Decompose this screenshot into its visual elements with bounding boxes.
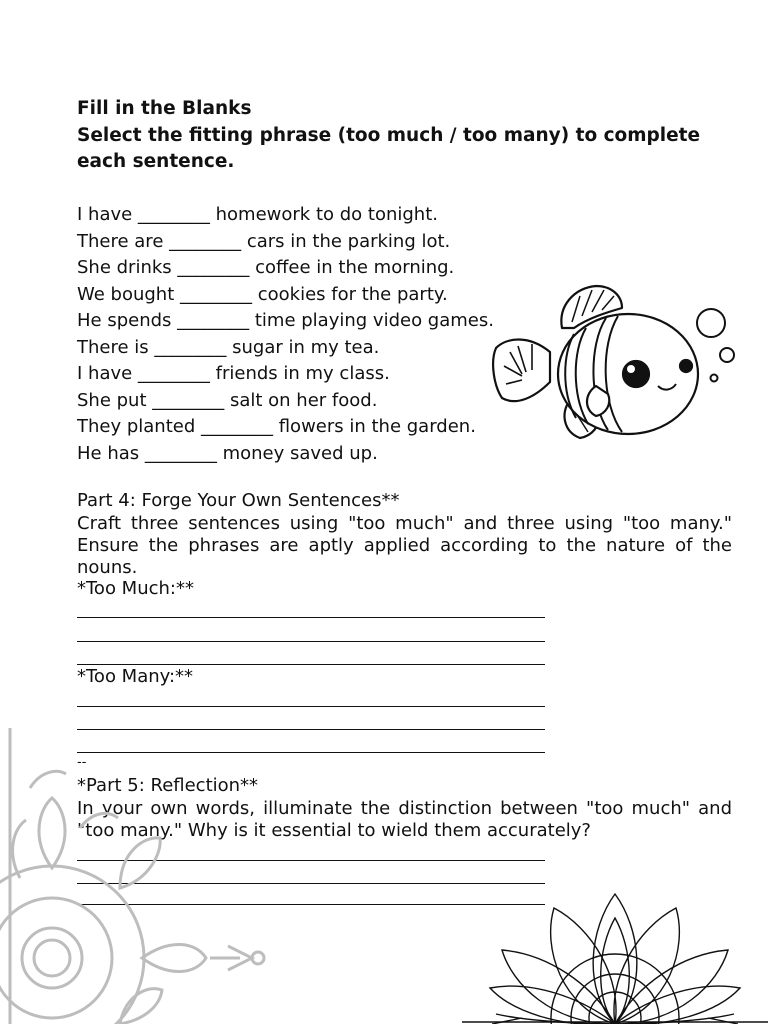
mandala-quarter-left (0, 728, 275, 1024)
sentence-item: I have ________ homework to do tonight. (77, 204, 438, 225)
sentence-item: There are ________ cars in the parking lot. (77, 230, 451, 252)
too-much-label: *Too Much:** (77, 578, 194, 599)
bubbles-icon (692, 306, 742, 386)
sentence-item: I have ________ friends in my class. (77, 363, 390, 384)
sentence-list (77, 202, 494, 467)
answer-line (77, 706, 545, 707)
sentence-item: He spends ________ time playing video games. (77, 310, 494, 331)
answer-line (77, 664, 545, 665)
sentence-item: She put ________ salt on her food. (77, 389, 378, 411)
part5-instruction: In your own words, illuminate the distinction between "too much" and "too many." Why is it essential to wield them accurately? (77, 798, 732, 841)
separator: -- (77, 755, 87, 770)
part5-title: *Part 5: Reflection** (77, 775, 259, 796)
sentence-item: We bought ________ cookies for the party. (77, 283, 448, 305)
sentence-item: He has ________ money saved up. (77, 442, 378, 464)
clownfish-illustration (488, 282, 700, 444)
part4-title: Part 4: Forge Your Own Sentences** (77, 490, 400, 511)
answer-line (77, 641, 545, 642)
worksheet-instruction: Select the fitting phrase (too much / too many) to complete each sentence. (77, 125, 701, 172)
worksheet-title: Fill in the Blanks (77, 98, 252, 119)
sentence-item: There is ________ sugar in my tea. (77, 336, 380, 358)
sentence-item: She drinks ________ coffee in the morning. (77, 257, 455, 278)
answer-line (77, 617, 545, 618)
too-many-label: *Too Many:** (77, 666, 194, 687)
part4-instruction: Craft three sentences using "too much" and three using "too many." Ensure the phrases are aptly applied according to the nature of the nouns. (77, 513, 732, 578)
mandala-half-right (462, 888, 768, 1024)
sentence-item: They planted ________ flowers in the garden. (77, 416, 476, 437)
